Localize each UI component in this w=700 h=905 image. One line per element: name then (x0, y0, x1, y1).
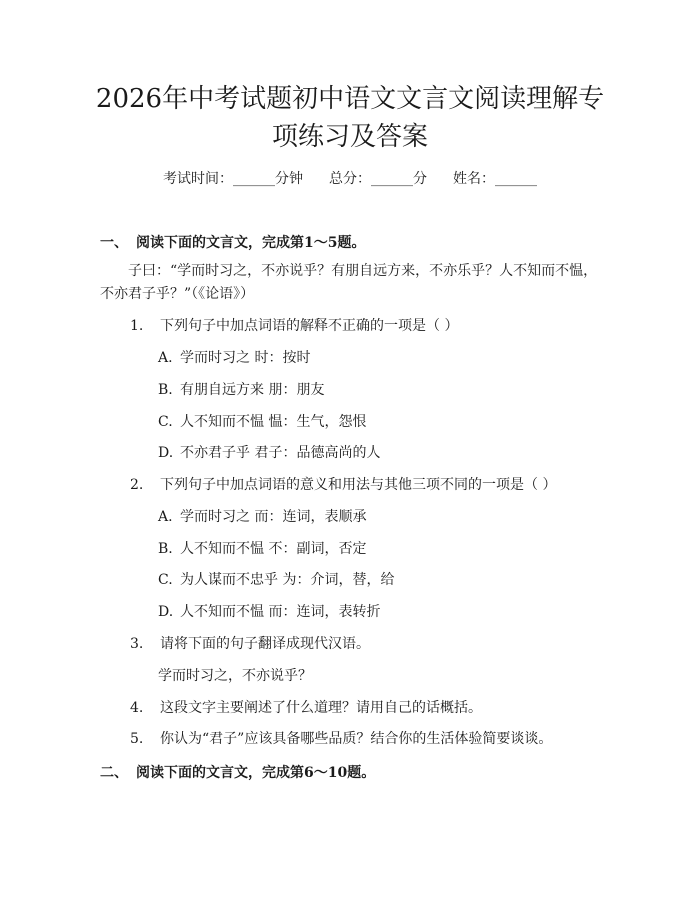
question-text: 下列句子中加点词语的解释不正确的一项是（ ） (160, 318, 459, 334)
option-letter: B. (158, 382, 173, 398)
title-line-2: 项练习及答案 (271, 122, 428, 152)
question-number: 4. (130, 700, 144, 716)
option-text: 学而时习之 而：连词，表顺承 (180, 509, 367, 525)
question-5 (130, 728, 552, 748)
option-text: 学而时习之 时：按时 (180, 350, 311, 366)
exam-time: 考试时间：______分钟 (163, 171, 303, 187)
question-2 (130, 474, 556, 494)
title-line-1: 2026年中考试题初中语文文言文阅读理解专 (95, 84, 605, 114)
question-3 (130, 633, 370, 653)
q2-option-c (158, 569, 394, 589)
section-number: 二、 (100, 765, 128, 781)
question-1 (130, 315, 458, 335)
question-number: 1. (130, 318, 144, 334)
option-letter: B. (158, 541, 173, 557)
question-text: 这段文字主要阐述了什么道理？请用自己的话概括。 (160, 700, 482, 716)
q1-option-b (158, 379, 324, 399)
option-letter: A. (158, 509, 173, 525)
option-text: 不亦君子乎 君子：品德高尚的人 (180, 445, 381, 461)
option-letter: D. (158, 604, 174, 620)
q1-option-a (158, 347, 310, 367)
question-text: 请将下面的句子翻译成现代汉语。 (160, 636, 370, 652)
question-number: 3. (130, 636, 144, 652)
question-text: 下列句子中加点词语的意义和用法与其他三项不同的一项是（ ） (160, 477, 557, 493)
student-name: 姓名：______ (453, 171, 537, 187)
q1-option-d (158, 442, 380, 462)
classical-passage: 子曰：“学而时习之，不亦说乎？有朋自远方来，不亦乐乎？人不知而不愠，不亦君子乎？”（《论语》） (100, 263, 598, 302)
q2-option-b (158, 538, 366, 558)
section-number: 一、 (100, 235, 128, 251)
option-text: 人不知而不愠 愠：生气，怨恨 (180, 414, 367, 430)
section-text: 阅读下面的文言文，完成第6～10题。 (136, 765, 376, 781)
section-text: 阅读下面的文言文，完成第1～5题。 (136, 235, 366, 251)
option-text: 人不知而不愠 不：副词，否定 (180, 541, 367, 557)
option-text: 为人谋而不忠乎 为：介词，替，给 (180, 572, 395, 588)
option-letter: A. (158, 350, 173, 366)
exam-info (0, 168, 700, 188)
question-4 (130, 697, 482, 717)
question-text: 你认为“君子”应该具备哪些品质？结合你的生活体验简要谈谈。 (160, 731, 553, 747)
option-letter: D. (158, 445, 174, 461)
option-text: 有朋自远方来 朋：朋友 (180, 382, 325, 398)
q2-option-d (158, 601, 380, 621)
option-letter: C. (158, 414, 173, 430)
page-title (60, 80, 640, 156)
section-heading-1 (100, 232, 365, 252)
question-number: 2. (130, 477, 144, 493)
q1-option-c (158, 411, 366, 431)
q3-sentence: 学而时习之，不亦说乎？ (158, 668, 312, 684)
option-letter: C. (158, 572, 173, 588)
option-text: 人不知而不愠 而：连词，表转折 (180, 604, 381, 620)
section-heading-2 (100, 762, 375, 782)
question-number: 5. (130, 731, 144, 747)
q2-option-a (158, 506, 366, 526)
exam-total-score: 总分：______分 (329, 171, 427, 187)
